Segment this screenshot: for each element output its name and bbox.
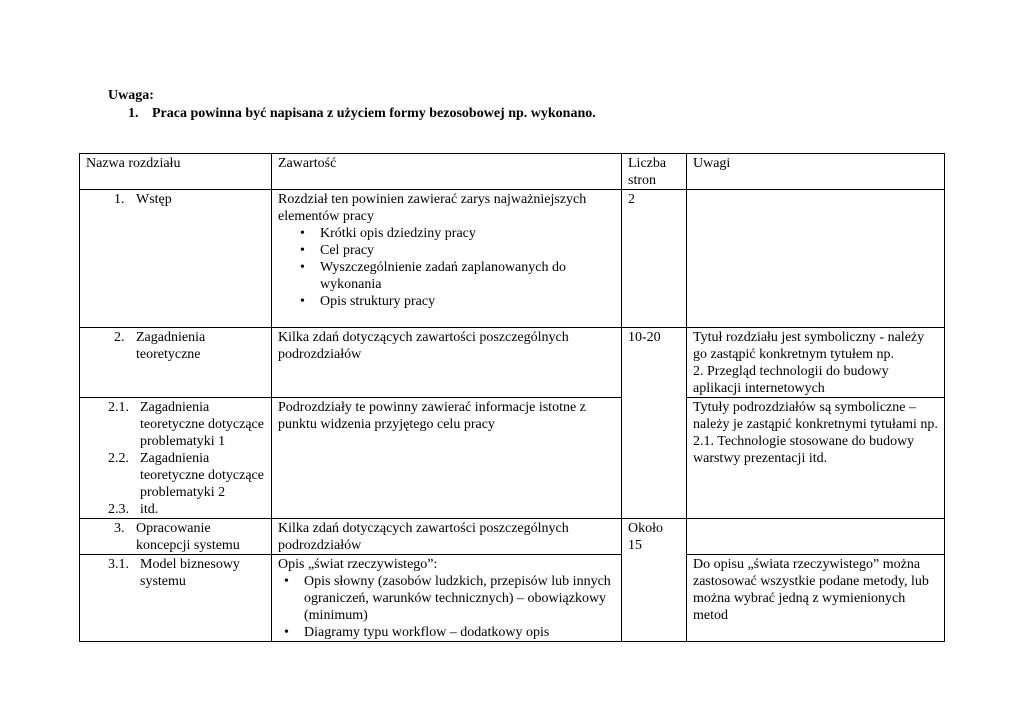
note-item-text: Praca powinna być napisana z użyciem formy bezosobowej np. wykonano. [152, 106, 596, 121]
subsection-name: itd. [140, 502, 159, 517]
content-bullet-list [278, 225, 615, 310]
notes-cell: Do opisu „świata rzeczywistego” można zastosować wszystkie podane metody, lub można wybrać jedną z wymienionych metod [687, 555, 945, 642]
content-cell: Kilka zdań dotyczących zawartości poszczególnych podrozdziałów [272, 328, 622, 398]
chapter-name: Opracowanie koncepcji systemu [136, 521, 240, 553]
notes-text: Tytuł rozdziału jest symboliczny - należy go zastąpić konkretnym tytułem np. [693, 330, 925, 362]
table-header-row [80, 154, 945, 190]
subsection-number: 2.3. [108, 502, 129, 517]
table-row [80, 190, 945, 328]
notes-example: 2.1. Technologie stosowane do budowy warstwy prezentacji itd. [693, 434, 915, 466]
list-item: • Diagramy typu workflow – dodatkowy opis [304, 624, 615, 641]
note-title: Uwaga: [108, 88, 154, 103]
chapter-name: Zagadnienia teoretyczne [136, 330, 206, 362]
page-count-cell: 2 [622, 190, 687, 328]
subsection-number: 2.1. [108, 400, 129, 415]
table-row [80, 555, 945, 642]
chapter-number: 3. [114, 521, 125, 536]
table-row [80, 398, 945, 519]
table-row [80, 519, 945, 555]
list-item: • Opis struktury pracy [320, 293, 615, 310]
subsection-item [86, 399, 265, 450]
note-item [108, 105, 596, 123]
subsection-item [86, 501, 265, 518]
header-chapter-name: Nazwa rozdziału [80, 154, 272, 190]
notes-cell [687, 328, 945, 398]
list-item: • Opis słowny (zasobów ludzkich, przepisów lub innych ograniczeń, warunków technicznych) – obowiązkowy (minimum) [304, 573, 615, 624]
content-cell [272, 555, 622, 642]
list-item: • Krótki opis dziedziny pracy [320, 225, 615, 242]
notes-example: 2. Przegląd technologii do budowy aplikacji internetowych [693, 364, 889, 396]
notes-cell [687, 190, 945, 328]
header-content: Zawartość [272, 154, 622, 190]
header-notes: Uwagi [687, 154, 945, 190]
subsection-number: 2.2. [108, 451, 129, 466]
notes-cell [687, 398, 945, 519]
content-cell: Podrozdziały te powinny zawierać informacje istotne z punktu widzenia przyjętego celu pracy [272, 398, 622, 519]
chapter-name-cell [80, 328, 272, 398]
chapter-name-cell [80, 398, 272, 519]
chapter-number: 3.1. [108, 557, 129, 572]
chapter-name: Model biznesowy systemu [140, 557, 240, 589]
content-cell [272, 190, 622, 328]
chapter-name: Wstęp [136, 192, 172, 207]
notes-text: Tytuły podrozdziałów są symboliczne – należy je zastąpić konkretnymi tytułami np. [693, 400, 938, 432]
content-intro: Rozdział ten powinien zawierać zarys najważniejszych elementów pracy [278, 192, 587, 224]
chapter-number: 1. [114, 192, 125, 207]
chapter-number: 2. [114, 330, 125, 345]
chapter-table [79, 153, 945, 642]
note-item-number: 1. [128, 106, 139, 121]
notes-cell [687, 519, 945, 555]
header-page-count: Liczba stron [622, 154, 687, 190]
content-bullet-list [278, 573, 615, 641]
list-item: • Cel pracy [320, 242, 615, 259]
chapter-name-cell [80, 519, 272, 555]
page-count-cell: Około 15 [622, 519, 687, 642]
subsection-name: Zagadnienia teoretyczne dotyczące problematyki 1 [140, 400, 264, 449]
subsection-item [86, 450, 265, 501]
page-count-cell: 10-20 [622, 328, 687, 519]
subsection-name: Zagadnienia teoretyczne dotyczące problematyki 2 [140, 451, 264, 500]
table-row [80, 328, 945, 398]
chapter-name-cell [80, 190, 272, 328]
list-item: • Wyszczególnienie zadań zaplanowanych do wykonania [320, 259, 615, 293]
content-intro: Opis „świat rzeczywistego”: [278, 557, 438, 572]
chapter-name-cell [80, 555, 272, 642]
content-cell: Kilka zdań dotyczących zawartości poszczególnych podrozdziałów [272, 519, 622, 555]
note-block [108, 87, 596, 123]
